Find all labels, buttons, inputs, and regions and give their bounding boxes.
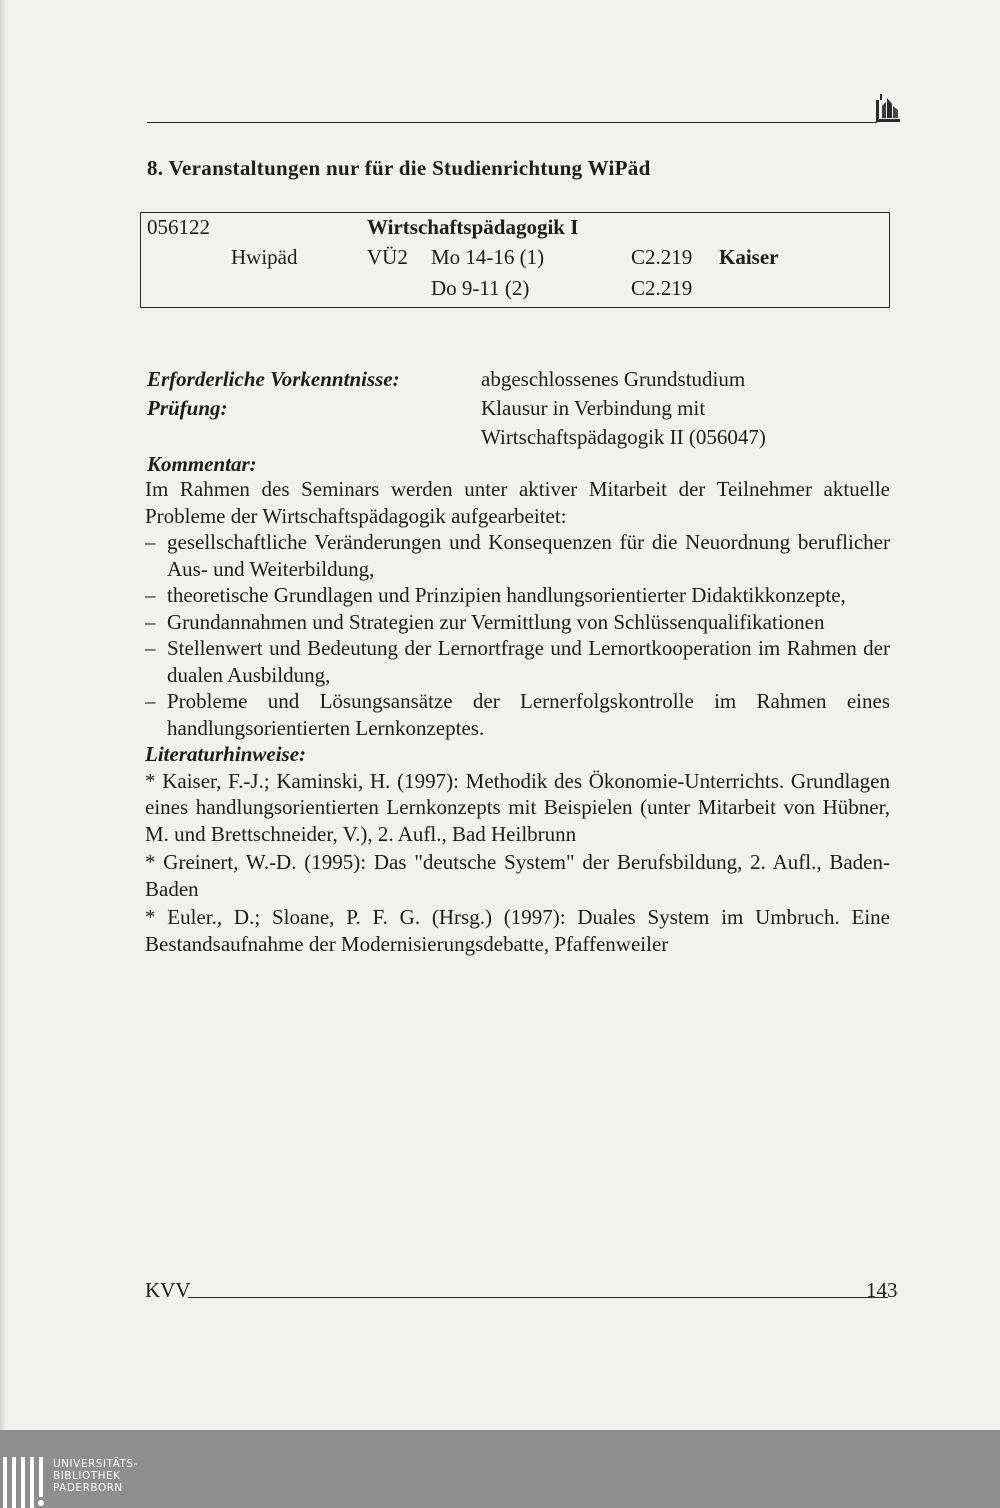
course-lecturer: Kaiser <box>719 245 779 269</box>
course-number: 056122 <box>147 215 210 239</box>
footer-rule <box>188 1297 888 1298</box>
list-item-text: gesellschaftliche Veränderungen und Konsequenzen für die Neuordnung beruflicher Aus- und Weiterbildung, <box>167 530 890 581</box>
list-item-text: theoretische Grundlagen und Prinzipien handlungsorientierter Didaktikkonzepte, <box>167 583 846 607</box>
page-number: 143 <box>866 1278 898 1302</box>
list-item: – Probleme und Lösungsansätze der Lernerfolgskontrolle im Rahmen eines handlungsorientierten Lernkonzeptes. <box>145 689 890 740</box>
list-item-text: Probleme und Lösungsansätze der Lernerfolgskontrolle im Rahmen eines handlungsorientierten Lernkonzeptes. <box>167 689 890 740</box>
list-item: – gesellschaftliche Veränderungen und Konsequenzen für die Neuordnung beruflicher Aus- und Weiterbildung, <box>145 530 890 581</box>
session-time: Do 9-11 (2) <box>431 276 530 300</box>
list-item: – Stellenwert und Bedeutung der Lernortfrage und Lernortkooperation im Rahmen der dualen Ausbildung, <box>145 636 890 687</box>
footer-label: KVV <box>145 1278 191 1302</box>
publisher-logo-icon <box>874 92 902 124</box>
commentary-label: Kommentar: <box>147 452 257 476</box>
session-room: C2.219 <box>631 245 693 269</box>
main-content <box>145 476 890 959</box>
header-rule <box>147 122 877 123</box>
course-title: Wirtschaftspädagogik I <box>367 215 579 239</box>
commentary-intro: Im Rahmen des Seminars werden unter aktiver Mitarbeit der Teilnehmer aktuelle Probleme der Wirtschaftspädagogik aufgearbeitet: <box>145 477 890 528</box>
exam-label: Prüfung: <box>147 396 228 420</box>
literature-label: Literaturhinweise: <box>145 742 307 766</box>
prereq-label: Erforderliche Vorkenntnisse: <box>147 367 400 391</box>
library-name-line: PADERBORN <box>53 1482 123 1494</box>
library-logo-icon <box>3 1457 49 1508</box>
literature-entry: * Greinert, W.-D. (1995): Das "deutsche System" der Berufsbildung, 2. Aufl., Baden-Baden <box>145 850 890 901</box>
literature-entry: * Euler., D.; Sloane, P. F. G. (Hrsg.) (1997): Duales System im Umbruch. Eine Bestandsaufnahme der Modernisierungsdebatte, Pfaffenweiler <box>145 905 890 956</box>
library-name <box>53 1458 138 1494</box>
list-item-text: Grundannahmen und Strategien zur Vermittlung von Schlüssenqualifikationen <box>167 609 825 634</box>
list-item-text: Stellenwert und Bedeutung der Lernortfrage und Lernortkooperation im Rahmen der dualen Ausbildung, <box>167 636 890 687</box>
page-edge <box>0 0 6 1430</box>
commentary-list <box>145 529 890 741</box>
literature-entry: * Kaiser, F.-J.; Kaminski, H. (1997): Methodik des Ökonomie-Unterrichts. Grundlagen eines handlungsorientierten Lernkonzepts mit Beispielen (unter Mitarbeit von Hübner, M. und Brettschneider, V.), 2. Aufl., Bad Heilbrunn <box>145 768 890 846</box>
course-type: VÜ2 <box>367 245 408 269</box>
course-info-box <box>140 212 890 308</box>
course-target-group: Hwipäd <box>231 245 298 269</box>
section-heading: 8. Veranstaltungen nur für die Studienrichtung WiPäd <box>147 156 651 180</box>
session-time: Mo 14-16 (1) <box>431 245 545 269</box>
exam-value: Klausur in Verbindung mit <box>481 396 706 420</box>
exam-value-continued: Wirtschaftspädagogik II (056047) <box>481 425 766 449</box>
library-banner <box>0 1430 1000 1508</box>
library-name-line: UNIVERSITÄTS- <box>53 1458 138 1470</box>
list-item: – theoretische Grundlagen und Prinzipien handlungsorientierter Didaktikkonzepte, <box>145 583 846 607</box>
library-name-line: BIBLIOTHEK <box>53 1470 121 1482</box>
session-room: C2.219 <box>631 276 693 300</box>
prereq-value: abgeschlossenes Grundstudium <box>481 367 746 391</box>
list-item: – Grundannahmen und Strategien zur Vermittlung von Schlüssenqualifikationen <box>145 609 825 634</box>
